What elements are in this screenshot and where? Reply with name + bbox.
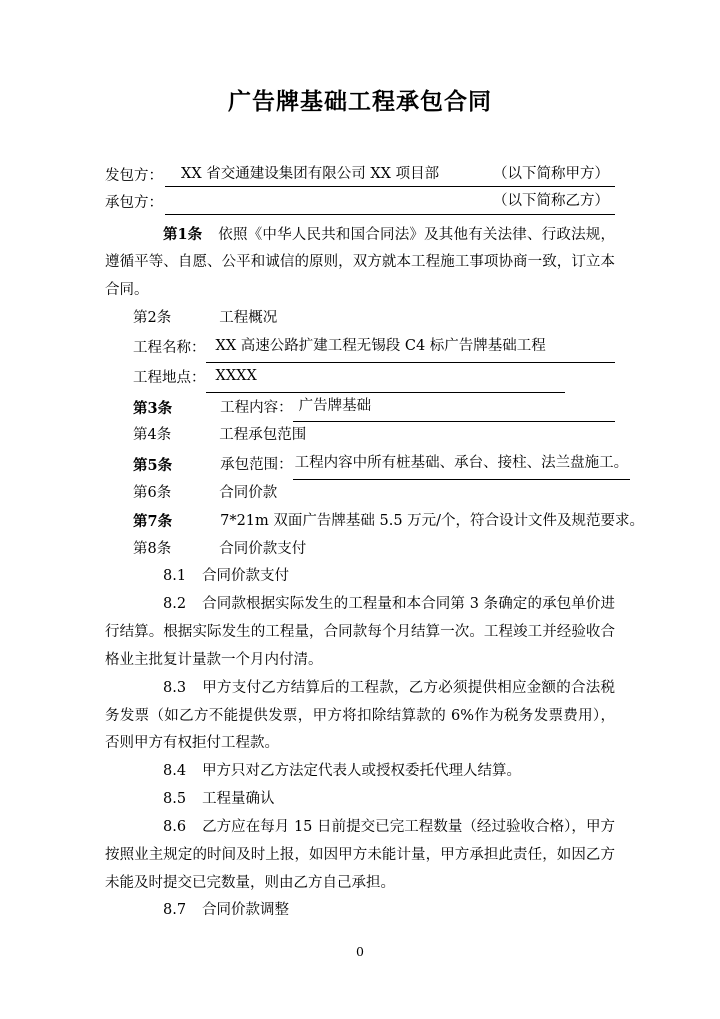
article-8-text: 合同价款支付	[219, 540, 307, 557]
project-site-row	[105, 363, 615, 393]
article-2-number: 第2条	[133, 310, 172, 327]
article-8	[105, 536, 615, 564]
clause-8-1	[105, 563, 615, 591]
clause-8-6	[105, 814, 615, 897]
contractor-suffix: （以下简称乙方）	[493, 193, 609, 210]
article-8-number: 第8条	[133, 540, 172, 557]
clause-8-7-text: 合同价款调整	[202, 902, 290, 919]
clause-8-3-number: 8.3	[163, 679, 187, 696]
article-3-label: 工程内容：	[220, 399, 293, 416]
clause-8-3-text: 甲方支付乙方结算后的工程款，乙方必须提供相应金额的合法税务发票（如乙方不能提供发票，甲方将扣除结算款的 6%作为税务发票费用），否则甲方有权拒付工程款。	[105, 679, 615, 752]
clause-8-2-text: 合同款根据实际发生的工程量和本合同第 3 条确定的承包单价进行结算。根据实际发生的工程量，合同款每个月结算一次。工程竣工并经验收合格业主批复计量款一个月内付清。	[105, 596, 615, 668]
clause-8-5-text: 工程量确认	[202, 791, 275, 808]
article-2-text: 工程概况	[219, 310, 278, 327]
document-body	[105, 221, 645, 926]
article-4	[105, 422, 615, 450]
parties-block	[105, 163, 615, 215]
clause-8-4-number: 8.4	[163, 763, 187, 780]
article-7-text: 7*21m 双面广告牌基础 5.5 万元/个，符合设计文件及规范要求。	[220, 512, 645, 529]
clause-8-4	[105, 758, 615, 786]
clause-8-5	[105, 786, 615, 814]
contractor-label: 承包方：	[105, 195, 163, 212]
client-label: 发包方：	[105, 167, 163, 184]
project-name-field[interactable]: XX 高速公路扩建工程无锡段 C4 标广告牌基础工程	[206, 333, 616, 363]
article-3	[105, 393, 615, 423]
article-6	[105, 480, 615, 508]
article-1-number: 第1条	[163, 225, 203, 243]
client-suffix: （以下简称甲方）	[493, 165, 609, 182]
clause-8-4-text: 甲方只对乙方法定代表人或授权委托代理人结算。	[202, 763, 522, 780]
article-6-number: 第6条	[133, 484, 172, 501]
clause-8-1-text: 合同价款支付	[202, 568, 290, 585]
article-5	[105, 450, 629, 480]
client-field[interactable]	[165, 163, 615, 187]
article-5-label: 承包范围：	[220, 457, 293, 474]
contractor-row	[105, 190, 615, 214]
project-name-label: 工程名称：	[133, 339, 206, 356]
project-site-field[interactable]: XXXX	[206, 363, 565, 393]
article-1-text: 依照《中华人民共和国合同法》及其他有关法律、行政法规，遵循平等、自愿、公平和诚信的原则，双方就本工程施工事项协商一致，订立本合同。	[105, 226, 615, 299]
article-3-field[interactable]: 广告牌基础	[293, 393, 615, 423]
client-row	[105, 163, 615, 187]
page-number: 0	[356, 944, 364, 959]
project-site-label: 工程地点：	[133, 369, 206, 386]
clause-8-2-number: 8.2	[163, 596, 187, 613]
article-5-field[interactable]: 工程内容中所有桩基础、承台、接柱、法兰盘施工。	[293, 450, 631, 480]
article-4-number: 第4条	[133, 427, 172, 444]
article-2	[105, 305, 615, 333]
clause-8-6-text: 乙方应在每月 15 日前提交已完工程数量（经过验收合格），甲方按照业主规定的时间及时上报，如因甲方未能计量，甲方承担此责任，如因乙方未能及时提交已完数量，则由乙方自己承担。	[105, 818, 615, 891]
project-name-row	[105, 333, 615, 363]
clause-8-7	[105, 897, 615, 925]
article-7	[105, 508, 645, 536]
clause-8-6-number: 8.6	[163, 818, 187, 835]
article-1	[105, 221, 615, 305]
article-3-number: 第3条	[133, 399, 173, 417]
article-4-text: 工程承包范围	[219, 427, 307, 444]
clause-8-5-number: 8.5	[163, 791, 187, 808]
clause-8-7-number: 8.7	[163, 902, 187, 919]
clause-8-2	[105, 591, 615, 674]
article-6-text: 合同价款	[219, 484, 278, 501]
article-5-number: 第5条	[133, 457, 173, 475]
page-title: 广告牌基础工程承包合同	[228, 88, 492, 115]
clause-8-3	[105, 675, 615, 758]
contractor-field[interactable]	[165, 190, 615, 214]
client-value: XX 省交通建设集团有限公司 XX 项目部	[181, 165, 440, 182]
clause-8-1-number: 8.1	[163, 568, 187, 585]
article-7-number: 第7条	[133, 512, 173, 530]
